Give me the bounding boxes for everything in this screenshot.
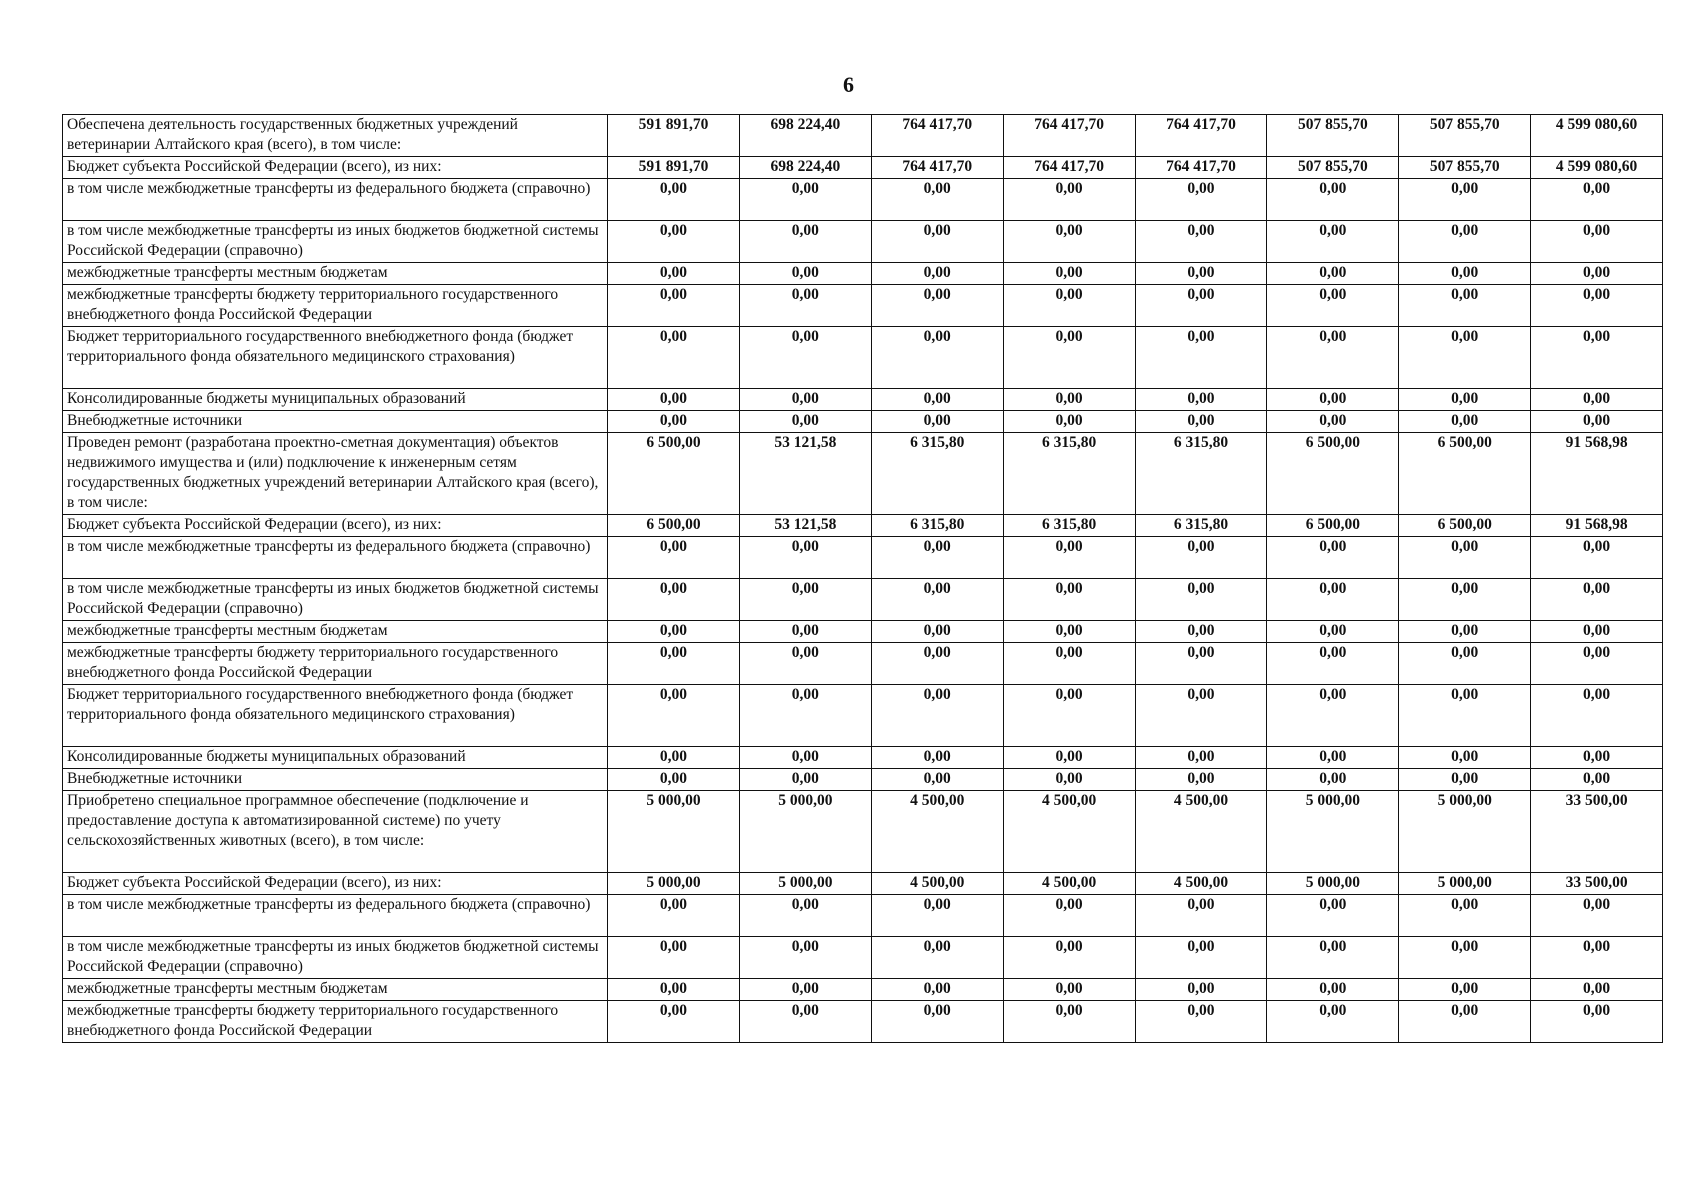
value-cell: 0,00	[1531, 979, 1663, 1001]
value-cell: 6 315,80	[871, 515, 1003, 537]
table-row	[63, 221, 1663, 263]
table-row	[63, 411, 1663, 433]
value-cell: 0,00	[1531, 769, 1663, 791]
value-cell: 0,00	[1399, 937, 1531, 979]
value-cell: 591 891,70	[608, 115, 740, 157]
value-cell: 0,00	[1531, 263, 1663, 285]
value-cell: 0,00	[739, 1001, 871, 1043]
row-label: Бюджет территориального государственного внебюджетного фонда (бюджет территориального фонда обязательного медицинского страхования)	[63, 685, 608, 747]
value-cell: 5 000,00	[1399, 791, 1531, 873]
value-cell: 591 891,70	[608, 157, 740, 179]
value-cell: 6 315,80	[1135, 433, 1267, 515]
value-cell: 6 315,80	[1135, 515, 1267, 537]
value-cell: 0,00	[739, 179, 871, 221]
value-cell: 0,00	[608, 411, 740, 433]
row-label: в том числе межбюджетные трансферты из федерального бюджета (справочно)	[63, 179, 608, 221]
value-cell: 4 500,00	[1003, 791, 1135, 873]
value-cell: 764 417,70	[871, 115, 1003, 157]
value-cell: 0,00	[608, 643, 740, 685]
value-cell: 0,00	[1399, 685, 1531, 747]
value-cell: 0,00	[1399, 979, 1531, 1001]
value-cell: 0,00	[1003, 895, 1135, 937]
value-cell: 0,00	[871, 285, 1003, 327]
value-cell: 0,00	[1267, 327, 1399, 389]
value-cell: 4 500,00	[1135, 791, 1267, 873]
table-row	[63, 747, 1663, 769]
row-label: Приобретено специальное программное обеспечение (подключение и предоставление доступа к автоматизированной системе) по учету сельскохозяйственных животных (всего), в том числе:	[63, 791, 608, 873]
row-label: Внебюджетные источники	[63, 411, 608, 433]
value-cell: 5 000,00	[1399, 873, 1531, 895]
value-cell: 0,00	[1399, 537, 1531, 579]
value-cell: 0,00	[739, 221, 871, 263]
value-cell: 0,00	[1135, 643, 1267, 685]
value-cell: 0,00	[1399, 895, 1531, 937]
budget-table	[62, 114, 1663, 1043]
value-cell: 0,00	[871, 411, 1003, 433]
value-cell: 0,00	[871, 389, 1003, 411]
value-cell: 0,00	[871, 979, 1003, 1001]
value-cell: 0,00	[871, 327, 1003, 389]
value-cell: 0,00	[1531, 221, 1663, 263]
value-cell: 0,00	[1531, 327, 1663, 389]
value-cell: 6 500,00	[1267, 515, 1399, 537]
table-row	[63, 579, 1663, 621]
value-cell: 0,00	[1531, 747, 1663, 769]
value-cell: 0,00	[1399, 769, 1531, 791]
value-cell: 0,00	[1399, 643, 1531, 685]
value-cell: 0,00	[739, 327, 871, 389]
value-cell: 0,00	[1003, 179, 1135, 221]
value-cell: 0,00	[1003, 411, 1135, 433]
value-cell: 0,00	[1003, 579, 1135, 621]
value-cell: 0,00	[739, 769, 871, 791]
value-cell: 0,00	[608, 685, 740, 747]
value-cell: 5 000,00	[608, 873, 740, 895]
value-cell: 0,00	[1003, 221, 1135, 263]
value-cell: 0,00	[871, 263, 1003, 285]
row-label: межбюджетные трансферты бюджету территориального государственного внебюджетного фонда Российской Федерации	[63, 285, 608, 327]
value-cell: 33 500,00	[1531, 791, 1663, 873]
value-cell: 0,00	[1267, 285, 1399, 327]
value-cell: 0,00	[1003, 621, 1135, 643]
value-cell: 698 224,40	[739, 157, 871, 179]
value-cell: 0,00	[739, 685, 871, 747]
value-cell: 0,00	[1399, 179, 1531, 221]
value-cell: 507 855,70	[1399, 115, 1531, 157]
value-cell: 0,00	[1531, 411, 1663, 433]
row-label: Обеспечена деятельность государственных бюджетных учреждений ветеринарии Алтайского края (всего), в том числе:	[63, 115, 608, 157]
value-cell: 507 855,70	[1399, 157, 1531, 179]
value-cell: 0,00	[1003, 747, 1135, 769]
value-cell: 0,00	[1135, 179, 1267, 221]
row-label: в том числе межбюджетные трансферты из федерального бюджета (справочно)	[63, 537, 608, 579]
value-cell: 0,00	[1003, 263, 1135, 285]
value-cell: 0,00	[1135, 621, 1267, 643]
value-cell: 6 500,00	[608, 433, 740, 515]
table-row	[63, 389, 1663, 411]
value-cell: 4 500,00	[871, 873, 1003, 895]
table-row	[63, 979, 1663, 1001]
value-cell: 0,00	[1135, 937, 1267, 979]
table-row	[63, 769, 1663, 791]
value-cell: 0,00	[1399, 411, 1531, 433]
value-cell: 0,00	[608, 621, 740, 643]
table-row	[63, 327, 1663, 389]
value-cell: 0,00	[1531, 895, 1663, 937]
value-cell: 0,00	[608, 221, 740, 263]
value-cell: 0,00	[1003, 1001, 1135, 1043]
row-label: межбюджетные трансферты бюджету территориального государственного внебюджетного фонда Российской Федерации	[63, 1001, 608, 1043]
value-cell: 4 500,00	[1135, 873, 1267, 895]
value-cell: 53 121,58	[739, 515, 871, 537]
value-cell: 0,00	[739, 389, 871, 411]
budget-table-body	[63, 115, 1663, 1043]
row-label: межбюджетные трансферты местным бюджетам	[63, 979, 608, 1001]
value-cell: 0,00	[1531, 579, 1663, 621]
value-cell: 0,00	[1135, 263, 1267, 285]
value-cell: 0,00	[1267, 537, 1399, 579]
value-cell: 0,00	[871, 179, 1003, 221]
table-row	[63, 1001, 1663, 1043]
value-cell: 0,00	[1135, 979, 1267, 1001]
value-cell: 0,00	[608, 1001, 740, 1043]
value-cell: 0,00	[1003, 769, 1135, 791]
value-cell: 33 500,00	[1531, 873, 1663, 895]
value-cell: 0,00	[1003, 285, 1135, 327]
row-label: в том числе межбюджетные трансферты из иных бюджетов бюджетной системы Российской Федерации (справочно)	[63, 579, 608, 621]
value-cell: 0,00	[1003, 327, 1135, 389]
table-row	[63, 263, 1663, 285]
value-cell: 0,00	[1399, 263, 1531, 285]
value-cell: 0,00	[871, 643, 1003, 685]
value-cell: 4 599 080,60	[1531, 157, 1663, 179]
value-cell: 6 500,00	[1399, 433, 1531, 515]
page-number: 6	[843, 72, 854, 97]
row-label: Внебюджетные источники	[63, 769, 608, 791]
row-label: Бюджет субъекта Российской Федерации (всего), из них:	[63, 873, 608, 895]
table-row	[63, 157, 1663, 179]
value-cell: 0,00	[739, 895, 871, 937]
row-label: Консолидированные бюджеты муниципальных образований	[63, 747, 608, 769]
value-cell: 0,00	[1267, 1001, 1399, 1043]
value-cell: 0,00	[1267, 221, 1399, 263]
value-cell: 0,00	[1135, 327, 1267, 389]
value-cell: 0,00	[1267, 685, 1399, 747]
value-cell: 5 000,00	[608, 791, 740, 873]
value-cell: 0,00	[1399, 621, 1531, 643]
row-label: в том числе межбюджетные трансферты из иных бюджетов бюджетной системы Российской Федерации (справочно)	[63, 221, 608, 263]
value-cell: 53 121,58	[739, 433, 871, 515]
value-cell: 0,00	[608, 895, 740, 937]
value-cell: 0,00	[608, 179, 740, 221]
value-cell: 6 315,80	[871, 433, 1003, 515]
value-cell: 0,00	[1267, 389, 1399, 411]
value-cell: 0,00	[1267, 579, 1399, 621]
value-cell: 0,00	[1135, 579, 1267, 621]
value-cell: 5 000,00	[1267, 873, 1399, 895]
value-cell: 0,00	[1267, 747, 1399, 769]
value-cell: 0,00	[1003, 389, 1135, 411]
value-cell: 6 500,00	[1267, 433, 1399, 515]
value-cell: 0,00	[608, 937, 740, 979]
value-cell: 6 500,00	[1399, 515, 1531, 537]
value-cell: 6 500,00	[608, 515, 740, 537]
value-cell: 6 315,80	[1003, 515, 1135, 537]
value-cell: 0,00	[1399, 221, 1531, 263]
value-cell: 0,00	[1135, 411, 1267, 433]
table-row	[63, 685, 1663, 747]
value-cell: 0,00	[1135, 537, 1267, 579]
value-cell: 0,00	[1531, 537, 1663, 579]
value-cell: 4 599 080,60	[1531, 115, 1663, 157]
row-label: в том числе межбюджетные трансферты из иных бюджетов бюджетной системы Российской Федерации (справочно)	[63, 937, 608, 979]
value-cell: 0,00	[1135, 285, 1267, 327]
value-cell: 0,00	[739, 263, 871, 285]
table-row	[63, 179, 1663, 221]
value-cell: 764 417,70	[1135, 115, 1267, 157]
value-cell: 91 568,98	[1531, 515, 1663, 537]
value-cell: 0,00	[871, 621, 1003, 643]
value-cell: 0,00	[739, 411, 871, 433]
value-cell: 0,00	[1267, 411, 1399, 433]
value-cell: 698 224,40	[739, 115, 871, 157]
value-cell: 0,00	[608, 327, 740, 389]
table-row	[63, 643, 1663, 685]
value-cell: 0,00	[871, 537, 1003, 579]
row-label: межбюджетные трансферты местным бюджетам	[63, 263, 608, 285]
value-cell: 0,00	[1267, 263, 1399, 285]
value-cell: 0,00	[739, 621, 871, 643]
table-row	[63, 791, 1663, 873]
value-cell: 0,00	[1531, 685, 1663, 747]
value-cell: 0,00	[608, 769, 740, 791]
value-cell: 0,00	[1267, 643, 1399, 685]
value-cell: 6 315,80	[1003, 433, 1135, 515]
value-cell: 0,00	[1135, 221, 1267, 263]
value-cell: 0,00	[1267, 179, 1399, 221]
value-cell: 764 417,70	[1135, 157, 1267, 179]
table-row	[63, 873, 1663, 895]
value-cell: 0,00	[1003, 937, 1135, 979]
value-cell: 0,00	[1135, 769, 1267, 791]
table-row	[63, 433, 1663, 515]
value-cell: 0,00	[1399, 1001, 1531, 1043]
row-label: Бюджет субъекта Российской Федерации (всего), из них:	[63, 515, 608, 537]
value-cell: 0,00	[1531, 389, 1663, 411]
value-cell: 0,00	[871, 769, 1003, 791]
value-cell: 507 855,70	[1267, 157, 1399, 179]
value-cell: 0,00	[1531, 621, 1663, 643]
value-cell: 764 417,70	[871, 157, 1003, 179]
value-cell: 0,00	[1267, 621, 1399, 643]
table-row	[63, 285, 1663, 327]
row-label: межбюджетные трансферты бюджету территориального государственного внебюджетного фонда Российской Федерации	[63, 643, 608, 685]
value-cell: 0,00	[739, 285, 871, 327]
value-cell: 0,00	[608, 263, 740, 285]
value-cell: 0,00	[871, 685, 1003, 747]
value-cell: 0,00	[1003, 685, 1135, 747]
value-cell: 0,00	[1267, 937, 1399, 979]
value-cell: 0,00	[1267, 979, 1399, 1001]
value-cell: 0,00	[1003, 979, 1135, 1001]
value-cell: 0,00	[1135, 747, 1267, 769]
table-row	[63, 621, 1663, 643]
row-label: Консолидированные бюджеты муниципальных образований	[63, 389, 608, 411]
table-row	[63, 895, 1663, 937]
value-cell: 0,00	[1531, 643, 1663, 685]
value-cell: 0,00	[1531, 285, 1663, 327]
value-cell: 0,00	[739, 937, 871, 979]
value-cell: 5 000,00	[739, 873, 871, 895]
value-cell: 0,00	[739, 537, 871, 579]
value-cell: 0,00	[871, 895, 1003, 937]
value-cell: 0,00	[871, 1001, 1003, 1043]
value-cell: 0,00	[1135, 389, 1267, 411]
value-cell: 0,00	[871, 221, 1003, 263]
value-cell: 507 855,70	[1267, 115, 1399, 157]
value-cell: 0,00	[1267, 769, 1399, 791]
value-cell: 0,00	[871, 747, 1003, 769]
value-cell: 0,00	[1399, 327, 1531, 389]
value-cell: 4 500,00	[1003, 873, 1135, 895]
value-cell: 0,00	[608, 537, 740, 579]
table-row	[63, 537, 1663, 579]
value-cell: 0,00	[608, 747, 740, 769]
row-label: Бюджет субъекта Российской Федерации (всего), из них:	[63, 157, 608, 179]
table-row	[63, 937, 1663, 979]
value-cell: 0,00	[1531, 179, 1663, 221]
value-cell: 5 000,00	[1267, 791, 1399, 873]
value-cell: 0,00	[1531, 1001, 1663, 1043]
value-cell: 0,00	[1399, 389, 1531, 411]
value-cell: 764 417,70	[1003, 115, 1135, 157]
value-cell: 0,00	[739, 747, 871, 769]
value-cell: 0,00	[1003, 643, 1135, 685]
row-label: межбюджетные трансферты местным бюджетам	[63, 621, 608, 643]
value-cell: 0,00	[739, 579, 871, 621]
row-label: Бюджет территориального государственного внебюджетного фонда (бюджет территориального фонда обязательного медицинского страхования)	[63, 327, 608, 389]
value-cell: 0,00	[1399, 747, 1531, 769]
row-label: в том числе межбюджетные трансферты из федерального бюджета (справочно)	[63, 895, 608, 937]
value-cell: 0,00	[1531, 937, 1663, 979]
value-cell: 4 500,00	[871, 791, 1003, 873]
value-cell: 0,00	[1135, 685, 1267, 747]
value-cell: 0,00	[1267, 895, 1399, 937]
value-cell: 0,00	[1399, 579, 1531, 621]
value-cell: 0,00	[608, 389, 740, 411]
row-label: Проведен ремонт (разработана проектно-сметная документация) объектов недвижимого имущества и (или) подключение к инженерным сетям государственных бюджетных учреждений ветеринарии Алтайского края (всего), в том числе:	[63, 433, 608, 515]
value-cell: 0,00	[1135, 1001, 1267, 1043]
value-cell: 0,00	[608, 285, 740, 327]
value-cell: 764 417,70	[1003, 157, 1135, 179]
value-cell: 5 000,00	[739, 791, 871, 873]
value-cell: 0,00	[739, 979, 871, 1001]
value-cell: 0,00	[608, 579, 740, 621]
value-cell: 0,00	[871, 579, 1003, 621]
value-cell: 0,00	[1135, 895, 1267, 937]
value-cell: 0,00	[739, 643, 871, 685]
value-cell: 0,00	[1003, 537, 1135, 579]
value-cell: 91 568,98	[1531, 433, 1663, 515]
value-cell: 0,00	[608, 979, 740, 1001]
table-row	[63, 115, 1663, 157]
value-cell: 0,00	[1399, 285, 1531, 327]
table-row	[63, 515, 1663, 537]
value-cell: 0,00	[871, 937, 1003, 979]
